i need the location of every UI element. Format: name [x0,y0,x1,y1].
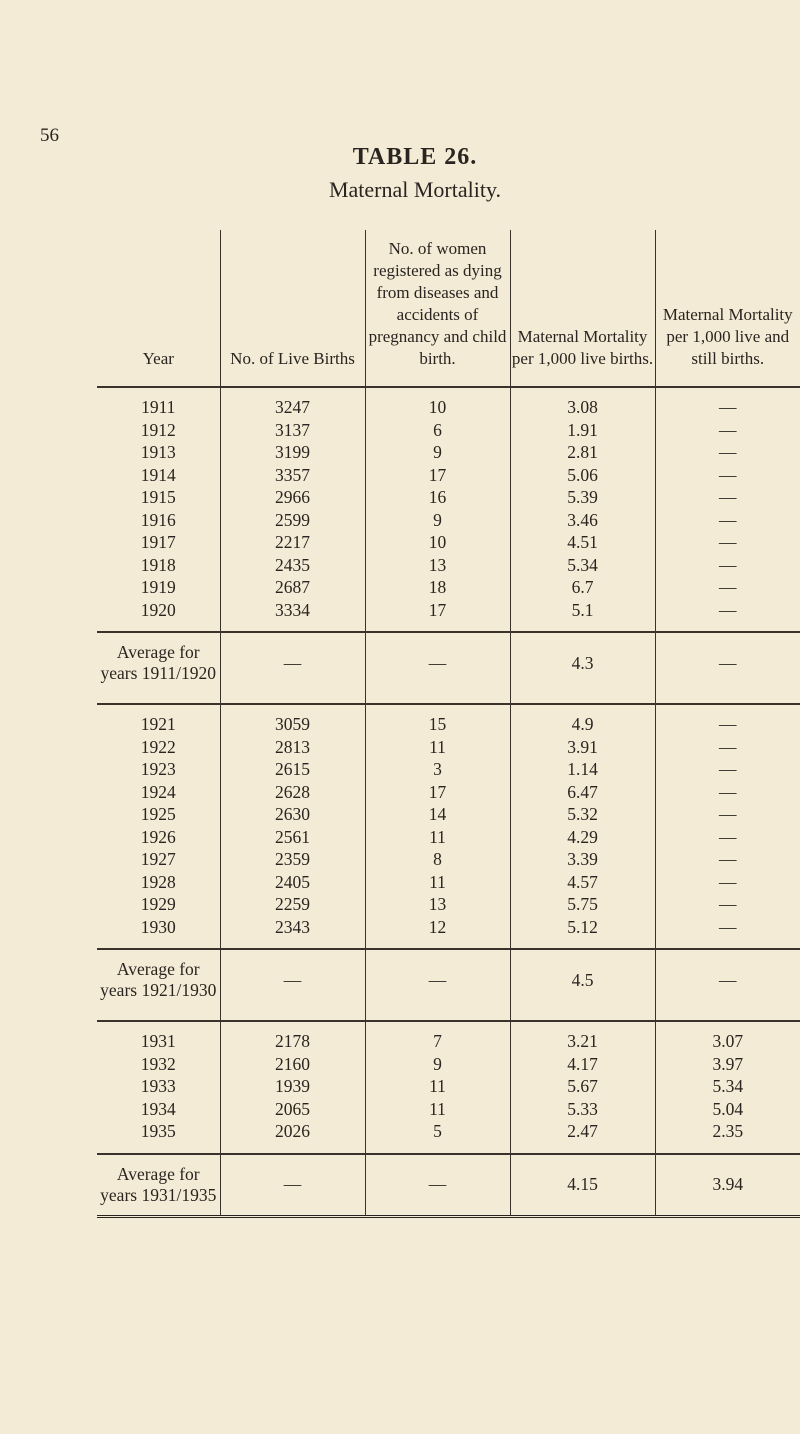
table-subtitle: Maternal Mortality. [328,177,502,202]
cell: 5.04 [655,1098,800,1121]
table-row [97,1021,800,1053]
table-title: TABLE 26. [352,144,478,170]
cell: 2343 [220,916,365,939]
cell: 2687 [220,576,365,599]
average-cell: — [655,949,800,1010]
cell: — [655,576,800,599]
average-label: Average for years 1911/1920 [100,642,216,683]
average-cell: — [220,1154,365,1217]
cell: 3.97 [655,1053,800,1076]
average-label: Average for years 1931/1935 [97,1154,220,1217]
rule-cell [510,1143,655,1154]
cell: 2628 [220,781,365,804]
divider-rule [97,1143,800,1154]
cell: 5.39 [510,486,655,509]
table-row [97,704,800,736]
cell: 1933 [140,1076,176,1096]
table-row [97,893,800,916]
cell: — [655,736,800,759]
cell: 1928 [140,871,176,892]
cell: 6 [365,419,510,442]
table-row [97,1098,800,1121]
cell: 1929 [140,894,176,914]
cell: 3.08 [510,387,655,419]
cell: 15 [365,704,510,736]
table-row [97,419,800,442]
cell: 1911 [141,397,176,417]
cell: 5.1 [510,599,655,622]
header-deaths: No. of women registered as dying from diseases and accidents of pregnancy and child birth. [365,230,510,376]
cell: 1.91 [510,419,655,442]
table-row [97,509,800,532]
rule-cell [365,1010,510,1021]
cell: 1932 [140,1053,176,1074]
rule-cell [365,938,510,949]
table-row [97,486,800,509]
table-row [97,848,800,871]
cell: — [655,848,800,871]
cell: 14 [365,803,510,826]
average-cell: — [655,632,800,693]
cell: — [655,704,800,736]
divider-rule [97,621,800,632]
cell: 10 [365,531,510,554]
rule-cell [510,693,655,704]
rule-cell [220,693,365,704]
cell: 1917 [140,532,176,552]
average-row [97,949,800,1010]
cell: — [655,781,800,804]
cell: 17 [365,464,510,487]
cell: 1921 [140,714,176,734]
cell: 2405 [220,871,365,894]
cell: 2813 [220,736,365,759]
cell: 4.51 [510,531,655,554]
rule-cell [510,621,655,632]
cell: — [655,554,800,577]
cell: — [655,531,800,554]
table-row [97,531,800,554]
cell: 2.47 [510,1120,655,1143]
cell: 1912 [140,419,176,440]
average-cell: — [365,632,510,693]
cell: 3.39 [510,848,655,871]
cell: 1930 [140,916,176,937]
cell: — [655,826,800,849]
average-row [97,1154,800,1217]
rule-cell [655,621,800,632]
cell: 3357 [220,464,365,487]
cell: 11 [365,871,510,894]
table-row [97,554,800,577]
table-row [97,1075,800,1098]
cell: 3247 [220,387,365,419]
rule-cell [510,376,655,387]
table-row [97,826,800,849]
cell: 17 [365,599,510,622]
rule-cell [655,693,800,704]
rule-cell [97,376,220,387]
cell: — [655,464,800,487]
average-cell: — [365,949,510,1010]
divider-rule [97,938,800,949]
cell: 3 [365,758,510,781]
divider-rule [97,693,800,704]
cell: 8 [365,848,510,871]
rule-cell [365,1143,510,1154]
cell: 5.34 [510,554,655,577]
cell: 2217 [220,531,365,554]
cell: 1935 [140,1121,176,1141]
divider-rule [97,376,800,387]
page-number: 56 [40,125,59,146]
table-row [97,916,800,939]
average-cell: 4.5 [510,949,655,1010]
rule-cell [655,1143,800,1154]
average-cell: 4.3 [510,632,655,693]
cell: 1920 [140,599,176,620]
header-live-births: No. of Live Births [220,230,365,376]
cell: — [655,387,800,419]
cell: 1.14 [510,758,655,781]
rule-cell [365,376,510,387]
cell: — [655,893,800,916]
table-row [97,1053,800,1076]
cell: 1926 [140,826,176,847]
cell: 11 [365,826,510,849]
cell: 9 [365,509,510,532]
cell: 4.17 [510,1053,655,1076]
cell: 2615 [220,758,365,781]
cell: 3059 [220,704,365,736]
cell: — [655,599,800,622]
rule-cell [365,693,510,704]
table-row [97,803,800,826]
cell: 3334 [220,599,365,622]
table-row [97,736,800,759]
cell: 4.9 [510,704,655,736]
cell: 11 [365,736,510,759]
rule-cell [97,621,220,632]
cell: — [655,419,800,442]
table-row [97,441,800,464]
cell: 2.81 [510,441,655,464]
cell: 13 [365,554,510,577]
table-row [97,1120,800,1143]
cell: 9 [365,1053,510,1076]
cell: 1931 [140,1031,176,1051]
cell: — [655,486,800,509]
table-row [97,758,800,781]
rule-cell [655,376,800,387]
cell: — [655,871,800,894]
rule-cell [220,1010,365,1021]
cell: 5.33 [510,1098,655,1121]
cell: 1925 [140,804,176,824]
cell: 1918 [140,554,176,575]
table-row [97,599,800,622]
cell: 5.32 [510,803,655,826]
average-cell: — [220,949,365,1010]
divider-rule [97,1010,800,1021]
cell: 1916 [140,509,176,530]
cell: — [655,916,800,939]
cell: 3.46 [510,509,655,532]
cell: 5 [365,1120,510,1143]
cell: 1922 [140,736,176,757]
header-mortality-live: Maternal Mortality per 1,000 live births. [510,230,655,376]
cell: 3137 [220,419,365,442]
cell: 16 [365,486,510,509]
cell: 4.57 [510,871,655,894]
cell: — [655,441,800,464]
cell: — [655,758,800,781]
table-row [97,464,800,487]
cell: 5.67 [510,1075,655,1098]
table-row [97,387,800,419]
average-cell: 4.15 [510,1154,655,1217]
cell: 1915 [140,487,176,507]
cell: 2966 [220,486,365,509]
rule-cell [220,1143,365,1154]
cell: 1913 [140,442,176,462]
cell: 5.34 [655,1075,800,1098]
cell: — [655,803,800,826]
cell: 11 [365,1075,510,1098]
cell: 9 [365,441,510,464]
cell: 5.06 [510,464,655,487]
average-label: Average for years 1921/1930 [100,959,217,1000]
header-year: Year [142,349,174,368]
cell: 10 [365,387,510,419]
cell: 6.7 [510,576,655,599]
cell: 2359 [220,848,365,871]
cell: 2178 [220,1021,365,1053]
cell: 1919 [140,577,176,597]
rule-cell [97,693,220,704]
rule-cell [220,376,365,387]
average-cell: 3.94 [655,1154,800,1217]
rule-cell [97,1143,220,1154]
header-mortality-live-still: Maternal Mortality per 1,000 live and still births. [655,230,800,376]
table-row [97,781,800,804]
cell: 4.29 [510,826,655,849]
cell: 2026 [220,1120,365,1143]
cell: 5.75 [510,893,655,916]
cell: 2435 [220,554,365,577]
cell: 1924 [140,781,176,802]
cell: 1927 [140,849,176,869]
cell: 2599 [220,509,365,532]
cell: 2.35 [655,1120,800,1143]
cell: 5.12 [510,916,655,939]
cell: 17 [365,781,510,804]
average-cell: — [220,632,365,693]
cell: 2065 [220,1098,365,1121]
cell: 1939 [220,1075,365,1098]
cell: 2630 [220,803,365,826]
cell: 1934 [140,1098,176,1119]
cell: 6.47 [510,781,655,804]
rule-cell [97,938,220,949]
cell: 1914 [140,464,176,485]
cell: 3.07 [655,1021,800,1053]
rule-cell [220,938,365,949]
header-row [97,230,800,376]
cell: 2561 [220,826,365,849]
rule-cell [655,1010,800,1021]
cell: 18 [365,576,510,599]
cell: 2160 [220,1053,365,1076]
cell: 11 [365,1098,510,1121]
rule-cell [510,938,655,949]
cell: 2259 [220,893,365,916]
rule-cell [220,621,365,632]
rule-cell [97,1010,220,1021]
cell: 13 [365,893,510,916]
cell: 3.21 [510,1021,655,1053]
table-row [97,576,800,599]
cell: 7 [365,1021,510,1053]
average-row [97,632,800,693]
average-cell: — [365,1154,510,1217]
rule-cell [655,938,800,949]
cell: 12 [365,916,510,939]
cell: 1923 [140,759,176,779]
cell: — [655,509,800,532]
cell: 3199 [220,441,365,464]
cell: 3.91 [510,736,655,759]
table-row [97,871,800,894]
rule-cell [510,1010,655,1021]
rule-cell [365,621,510,632]
maternal-mortality-table [97,230,800,1218]
